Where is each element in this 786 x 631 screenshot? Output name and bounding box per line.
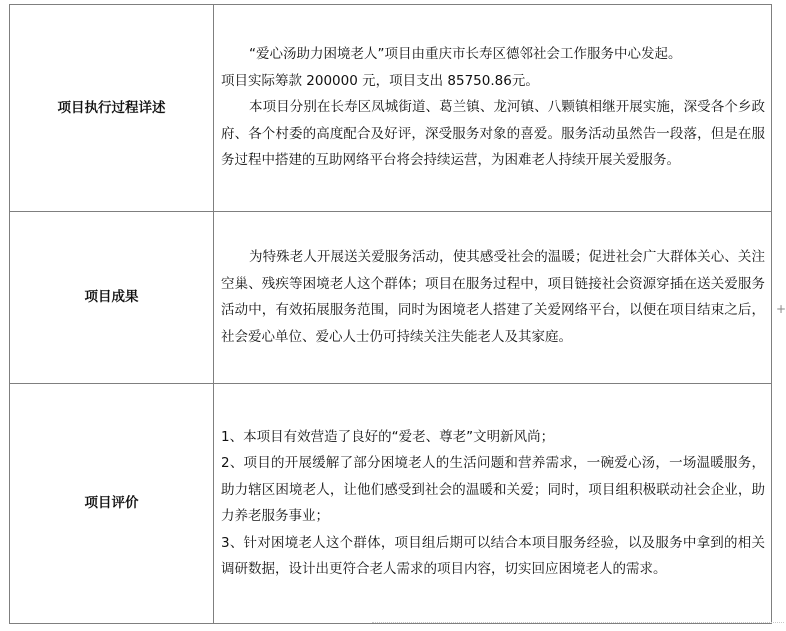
project-summary-table [9, 4, 772, 624]
page-edge-marks [372, 622, 784, 631]
paragraph: 1、本项目有效营造了良好的“爱老、尊老”文明新风尚； [221, 428, 555, 445]
table-resize-marker[interactable]: + [776, 302, 786, 316]
row-content-results [214, 212, 772, 384]
row-content-execution [214, 5, 772, 212]
row-label-evaluation: 项目评价 [10, 384, 214, 624]
paragraph: “爱心汤助力困境老人”项目由重庆市长寿区德邻社会工作服务中心发起。 [249, 46, 682, 63]
row-content-evaluation [214, 384, 772, 624]
table-row [10, 212, 772, 384]
row-label-results: 项目成果 [10, 212, 214, 384]
table-row [10, 5, 772, 212]
row-label-execution: 项目执行过程详述 [10, 5, 214, 212]
paragraph: 为特殊老人开展送关爱服务活动，使其感受社会的温暖；促进社会广大群体关心、关注空巢、残疾等困境老人这个群体；项目在服务过程中，项目链接社会资源穿插在送关爱服务活动中，有效拓展服务范围，同时为困境老人搭建了关爱网络平台，以便在项目结束之后，社会爱心单位、爱心人士仍可持续关注失能老人及其家庭。 [221, 249, 765, 345]
paragraph: 3、针对困境老人这个群体，项目组后期可以结合本项目服务经验，以及服务中拿到的相关调研数据，设计出更符合老人需求的项目内容，切实回应困境老人的需求。 [221, 534, 765, 577]
paragraph: 2、项目的开展缓解了部分困境老人的生活问题和营养需求，一碗爱心汤，一场温暖服务，助力辖区困境老人，让他们感受到社会的温暖和关爱；同时，项目组积极联动社会企业，助力养老服务事业； [221, 455, 765, 524]
paragraph: 项目实际筹款 200000 元，项目支出 85750.86元。 [221, 72, 539, 89]
paragraph: 本项目分别在长寿区凤城街道、葛兰镇、龙河镇、八颗镇相继开展实施，深受各个乡政府、各个村委的高度配合及好评，深受服务对象的喜爱。服务活动虽然告一段落，但是在服务过程中搭建的互助网络平台将会持续运营，为困难老人持续开展关爱服务。 [221, 99, 765, 169]
table-row [10, 384, 772, 624]
